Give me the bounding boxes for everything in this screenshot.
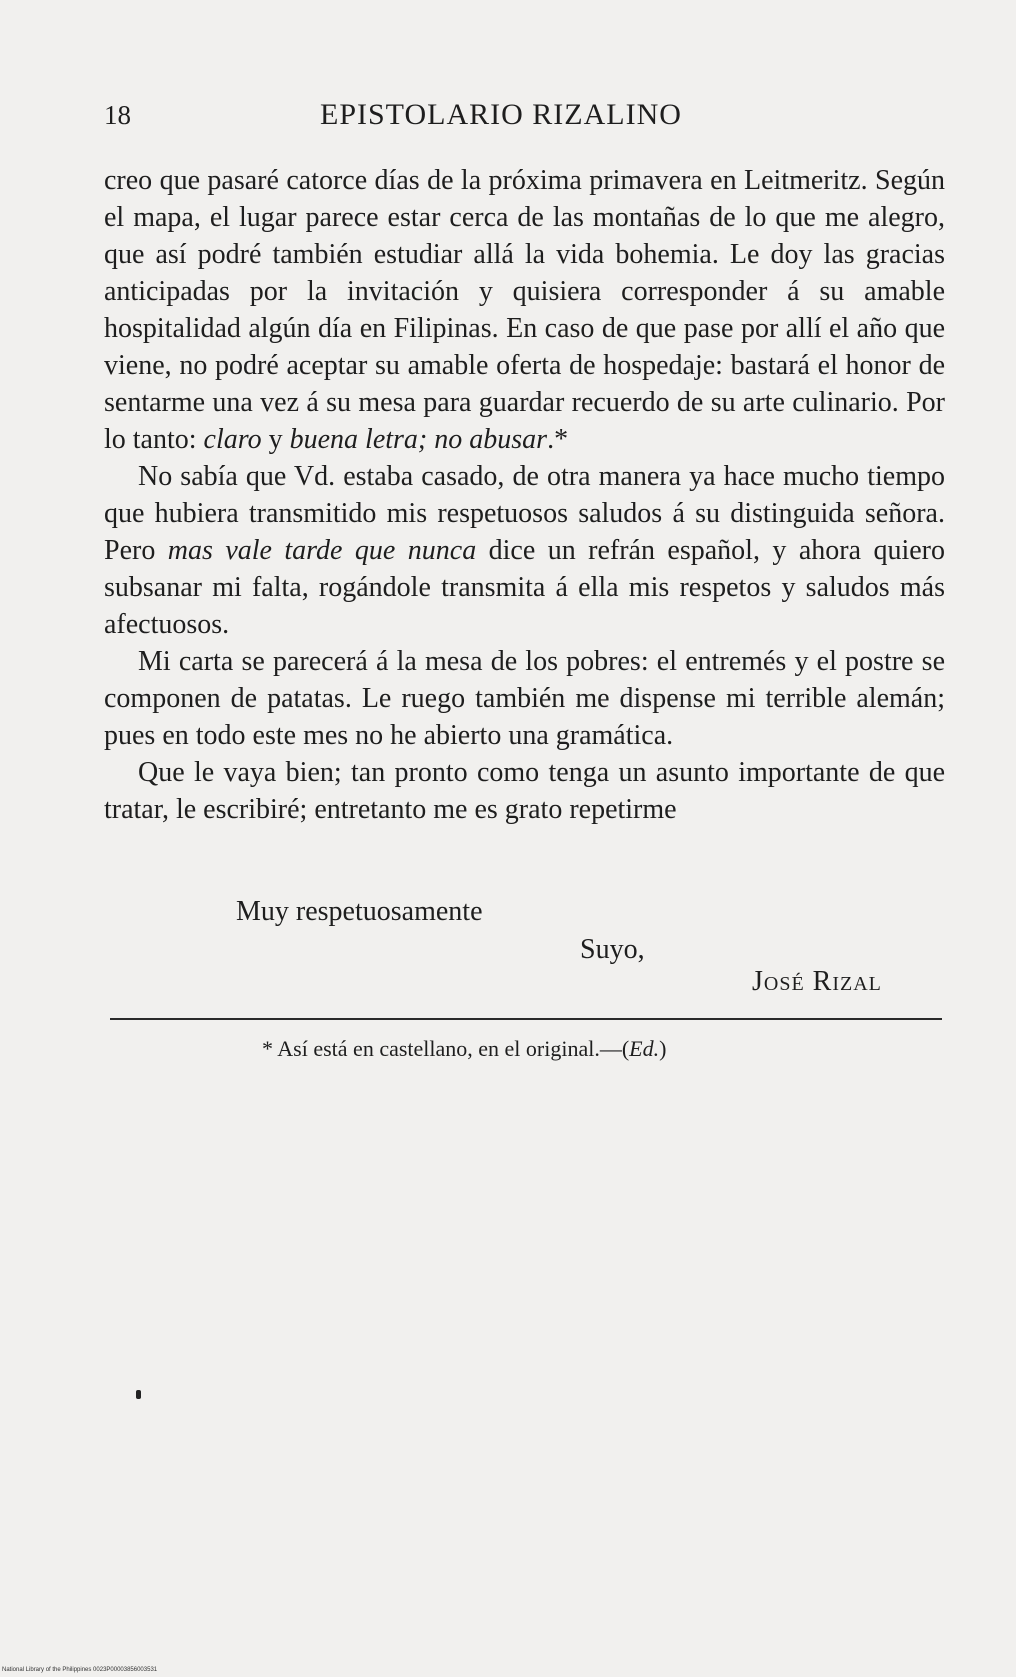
text-run: dice un refrán español, y ahora quiero subsanar mi falta, rogándole transmita á ella mis respetos y saludos más afectuosos.: [104, 535, 945, 640]
text-run: ): [659, 1036, 667, 1061]
footnote-rule: [110, 1018, 942, 1020]
italic-run: buena letra; no abusar: [289, 424, 548, 455]
text-run: creo que pasaré catorce días de la próxima primavera en Leitmeritz. Según el mapa, el lugar parece estar cerca de las montañas de lo que me alegro, que así podré también estudiar allá la vida bohemia. Le doy las gracias anticipadas por la invitación y quisiera corresponder á su amable hospitalidad algún día en Filipinas. En caso de que pase por allí el año que viene, no podré aceptar su amable oferta de hospedaje: bastará el honor de sentarme una vez á su mesa para guardar recuerdo de su arte culinario. Por lo tanto:: [104, 165, 945, 455]
closing-line: Muy respetuosamente: [236, 896, 483, 927]
text-run: y: [261, 424, 290, 455]
library-stamp: National Library of the Philippines 0023P00003856003531: [2, 1667, 158, 1673]
signature: José Rizal: [752, 966, 882, 997]
paragraph-4: [104, 754, 945, 828]
paragraph-2: [104, 458, 945, 643]
italic-run: mas vale tarde que nunca: [167, 535, 477, 566]
text-run: .*: [547, 424, 569, 455]
text-run: Mi carta se parecerá á la mesa de los pobres: el entremés y el postre se componen de patatas. Le ruego también me dispense mi terrible alemán; pues en todo este mes no he abierto una gramática.: [104, 646, 945, 751]
running-head: EPISTOLARIO RIZALINO: [320, 98, 682, 131]
italic-run: Ed.: [629, 1036, 660, 1061]
text-run: Que le vaya bien; tan pronto como tenga un asunto importante de que tratar, le escribiré; entretanto me es grato repetirme: [104, 757, 945, 825]
letter-body: [104, 162, 945, 828]
paragraph-3: [104, 643, 945, 754]
print-speck: [136, 1390, 141, 1399]
paragraph-1: [104, 162, 945, 458]
footnote: [262, 1036, 666, 1062]
text-run: No sabía que Vd. estaba casado, de otra manera ya hace mucho tiempo que hubiera transmitido mis respetuosos saludos á su distinguida señora. Pero: [104, 461, 945, 566]
page-number: 18: [104, 100, 131, 130]
italic-run: claro: [203, 424, 262, 455]
text-run: * Así está en castellano, en el original.—(: [262, 1036, 630, 1061]
valediction: Suyo,: [580, 934, 645, 965]
